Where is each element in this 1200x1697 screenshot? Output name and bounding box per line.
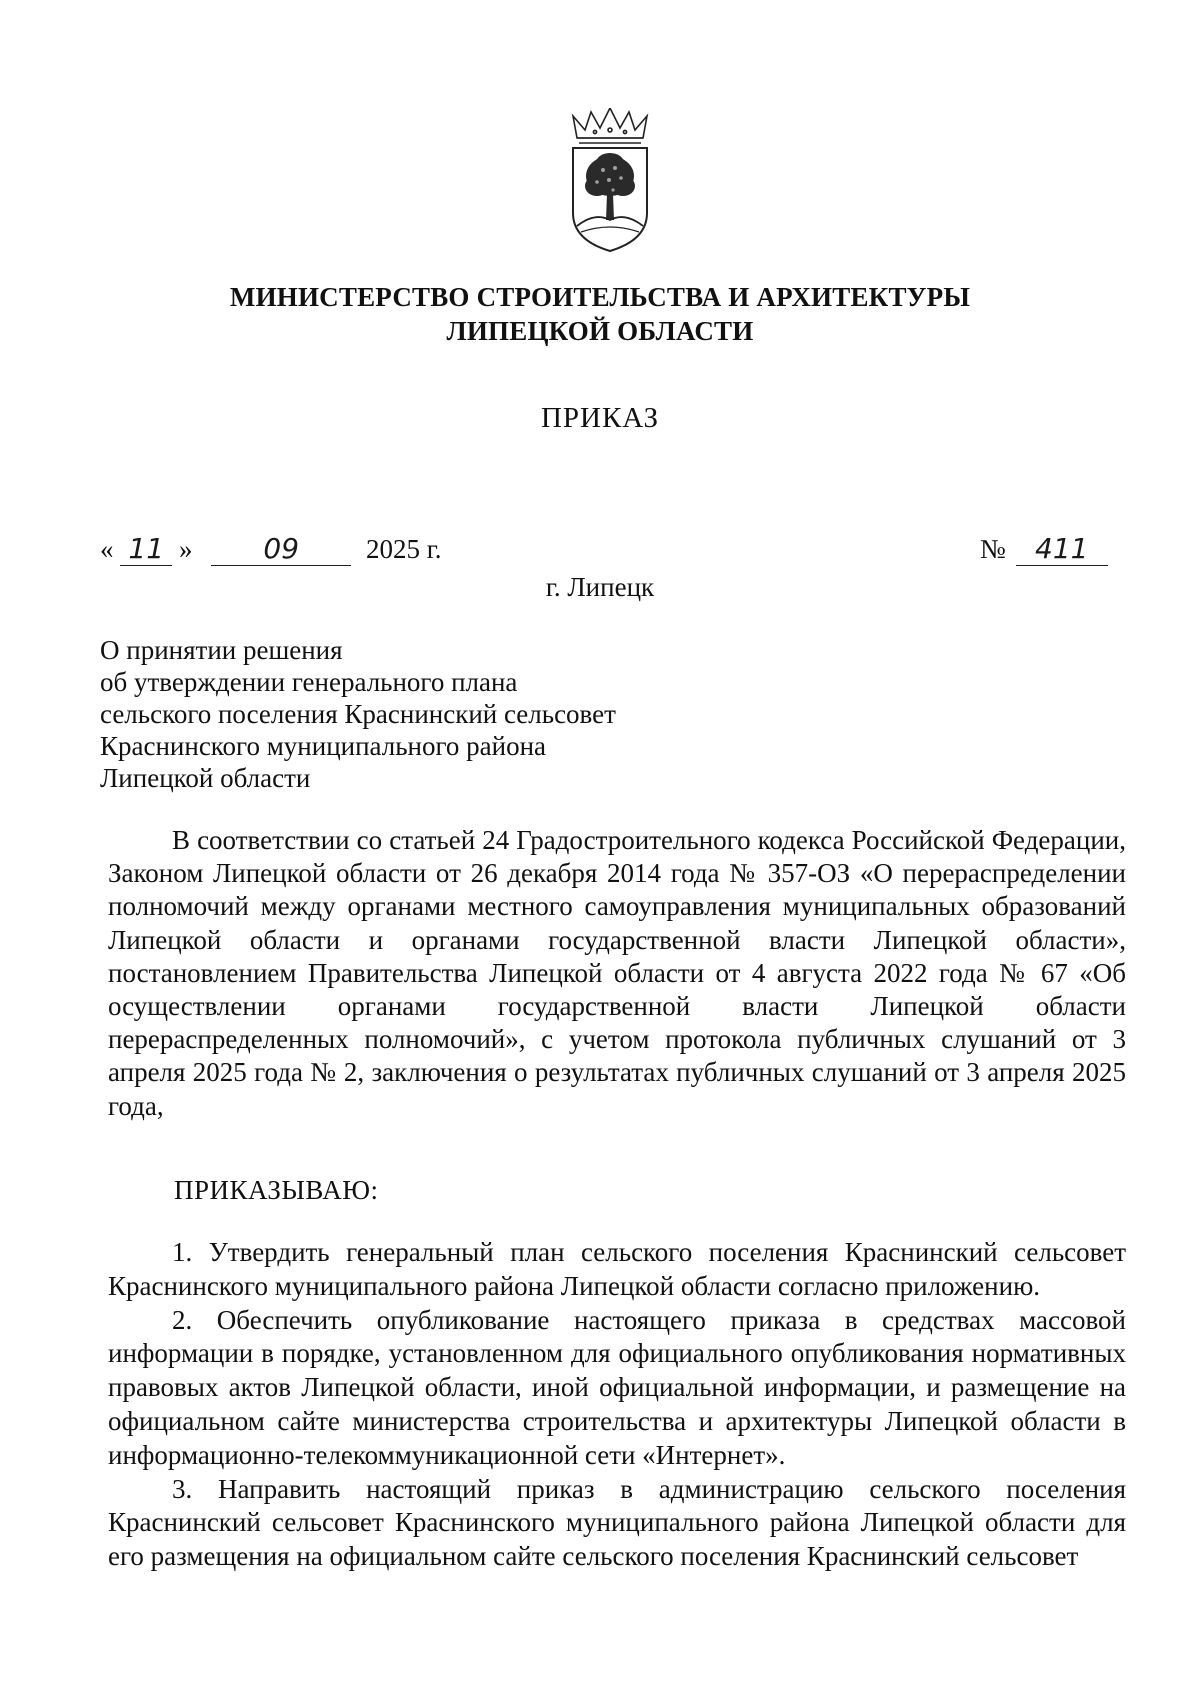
order-item: 1. Утвердить генеральный план сельского поселения Краснинский сельсовет Краснинского муниципального района Липецкой области согласно приложению. xyxy=(108,1237,1126,1301)
order-item: 3. Направить настоящий приказ в администрацию сельского поселения Краснинский сельсовет Краснинского муниципального района Липецкой области для его размещения на официальном сайте сельского поселения Краснинский сельсовет xyxy=(108,1473,1126,1572)
date-year: 2025 г. xyxy=(366,534,442,564)
subject-line: об утверждении генерального плана xyxy=(100,667,518,697)
lipetsk-coat-of-arms-icon xyxy=(565,108,655,253)
number-label: № xyxy=(980,534,1006,564)
order-items xyxy=(108,1236,1126,1574)
date-day: 11 xyxy=(120,532,172,566)
order-word: ПРИКАЗЫВАЮ: xyxy=(174,1175,379,1205)
subject-line: Липецкой области xyxy=(100,763,311,793)
order-item: 2. Обеспечить опубликование настоящего приказа в средствах массовой информации в порядке, установленном для официального опубликования нормативных правовых актов Липецкой области, иной официальной информации, и размещение на официальном сайте министерства строительства и архитектуры Липецкой области в информационно-телекоммуникационной сети «Интернет». xyxy=(108,1304,1126,1470)
subject-line: О принятии решения xyxy=(100,635,343,665)
document-date xyxy=(100,532,442,572)
number-value: 411 xyxy=(1016,532,1108,566)
subject-line: Краснинского муниципального района xyxy=(100,731,547,761)
document-type-title: ПРИКАЗ xyxy=(540,402,660,434)
preamble-paragraph: В соответствии со статьей 24 Градостроительного кодекса Российской Федерации, Законом Липецкой области от 26 декабря 2014 года № 357-ОЗ «О перераспределении полномочий между органами местного самоуправления муниципальных образований Липецкой области и органами государственной власти Липецкой области», постановлением Правительства Липецкой области от 4 августа 2022 года № 67 «Об осуществлении органами государственной власти Липецкой области перераспределенных полномочий», с учетом протокола публичных слушаний от 3 апреля 2025 года № 2, заключения о результатах публичных слушаний от 3 апреля 2025 года, xyxy=(108,825,1126,1121)
subject-line: сельского поселения Краснинский сельсовет xyxy=(100,699,616,729)
date-quote-open: « xyxy=(100,534,114,564)
date-quote-close: » xyxy=(179,534,193,564)
ministry-name-line-2: ЛИПЕЦКОЙ ОБЛАСТИ xyxy=(446,316,754,346)
ministry-name-line-1: МИНИСТЕРСТВО СТРОИТЕЛЬСТВА И АРХИТЕКТУРЫ xyxy=(229,282,971,312)
document-city: г. Липецк xyxy=(545,572,655,602)
document-number xyxy=(980,532,1108,566)
date-month: 09 xyxy=(211,532,351,566)
document-subject xyxy=(100,634,616,794)
